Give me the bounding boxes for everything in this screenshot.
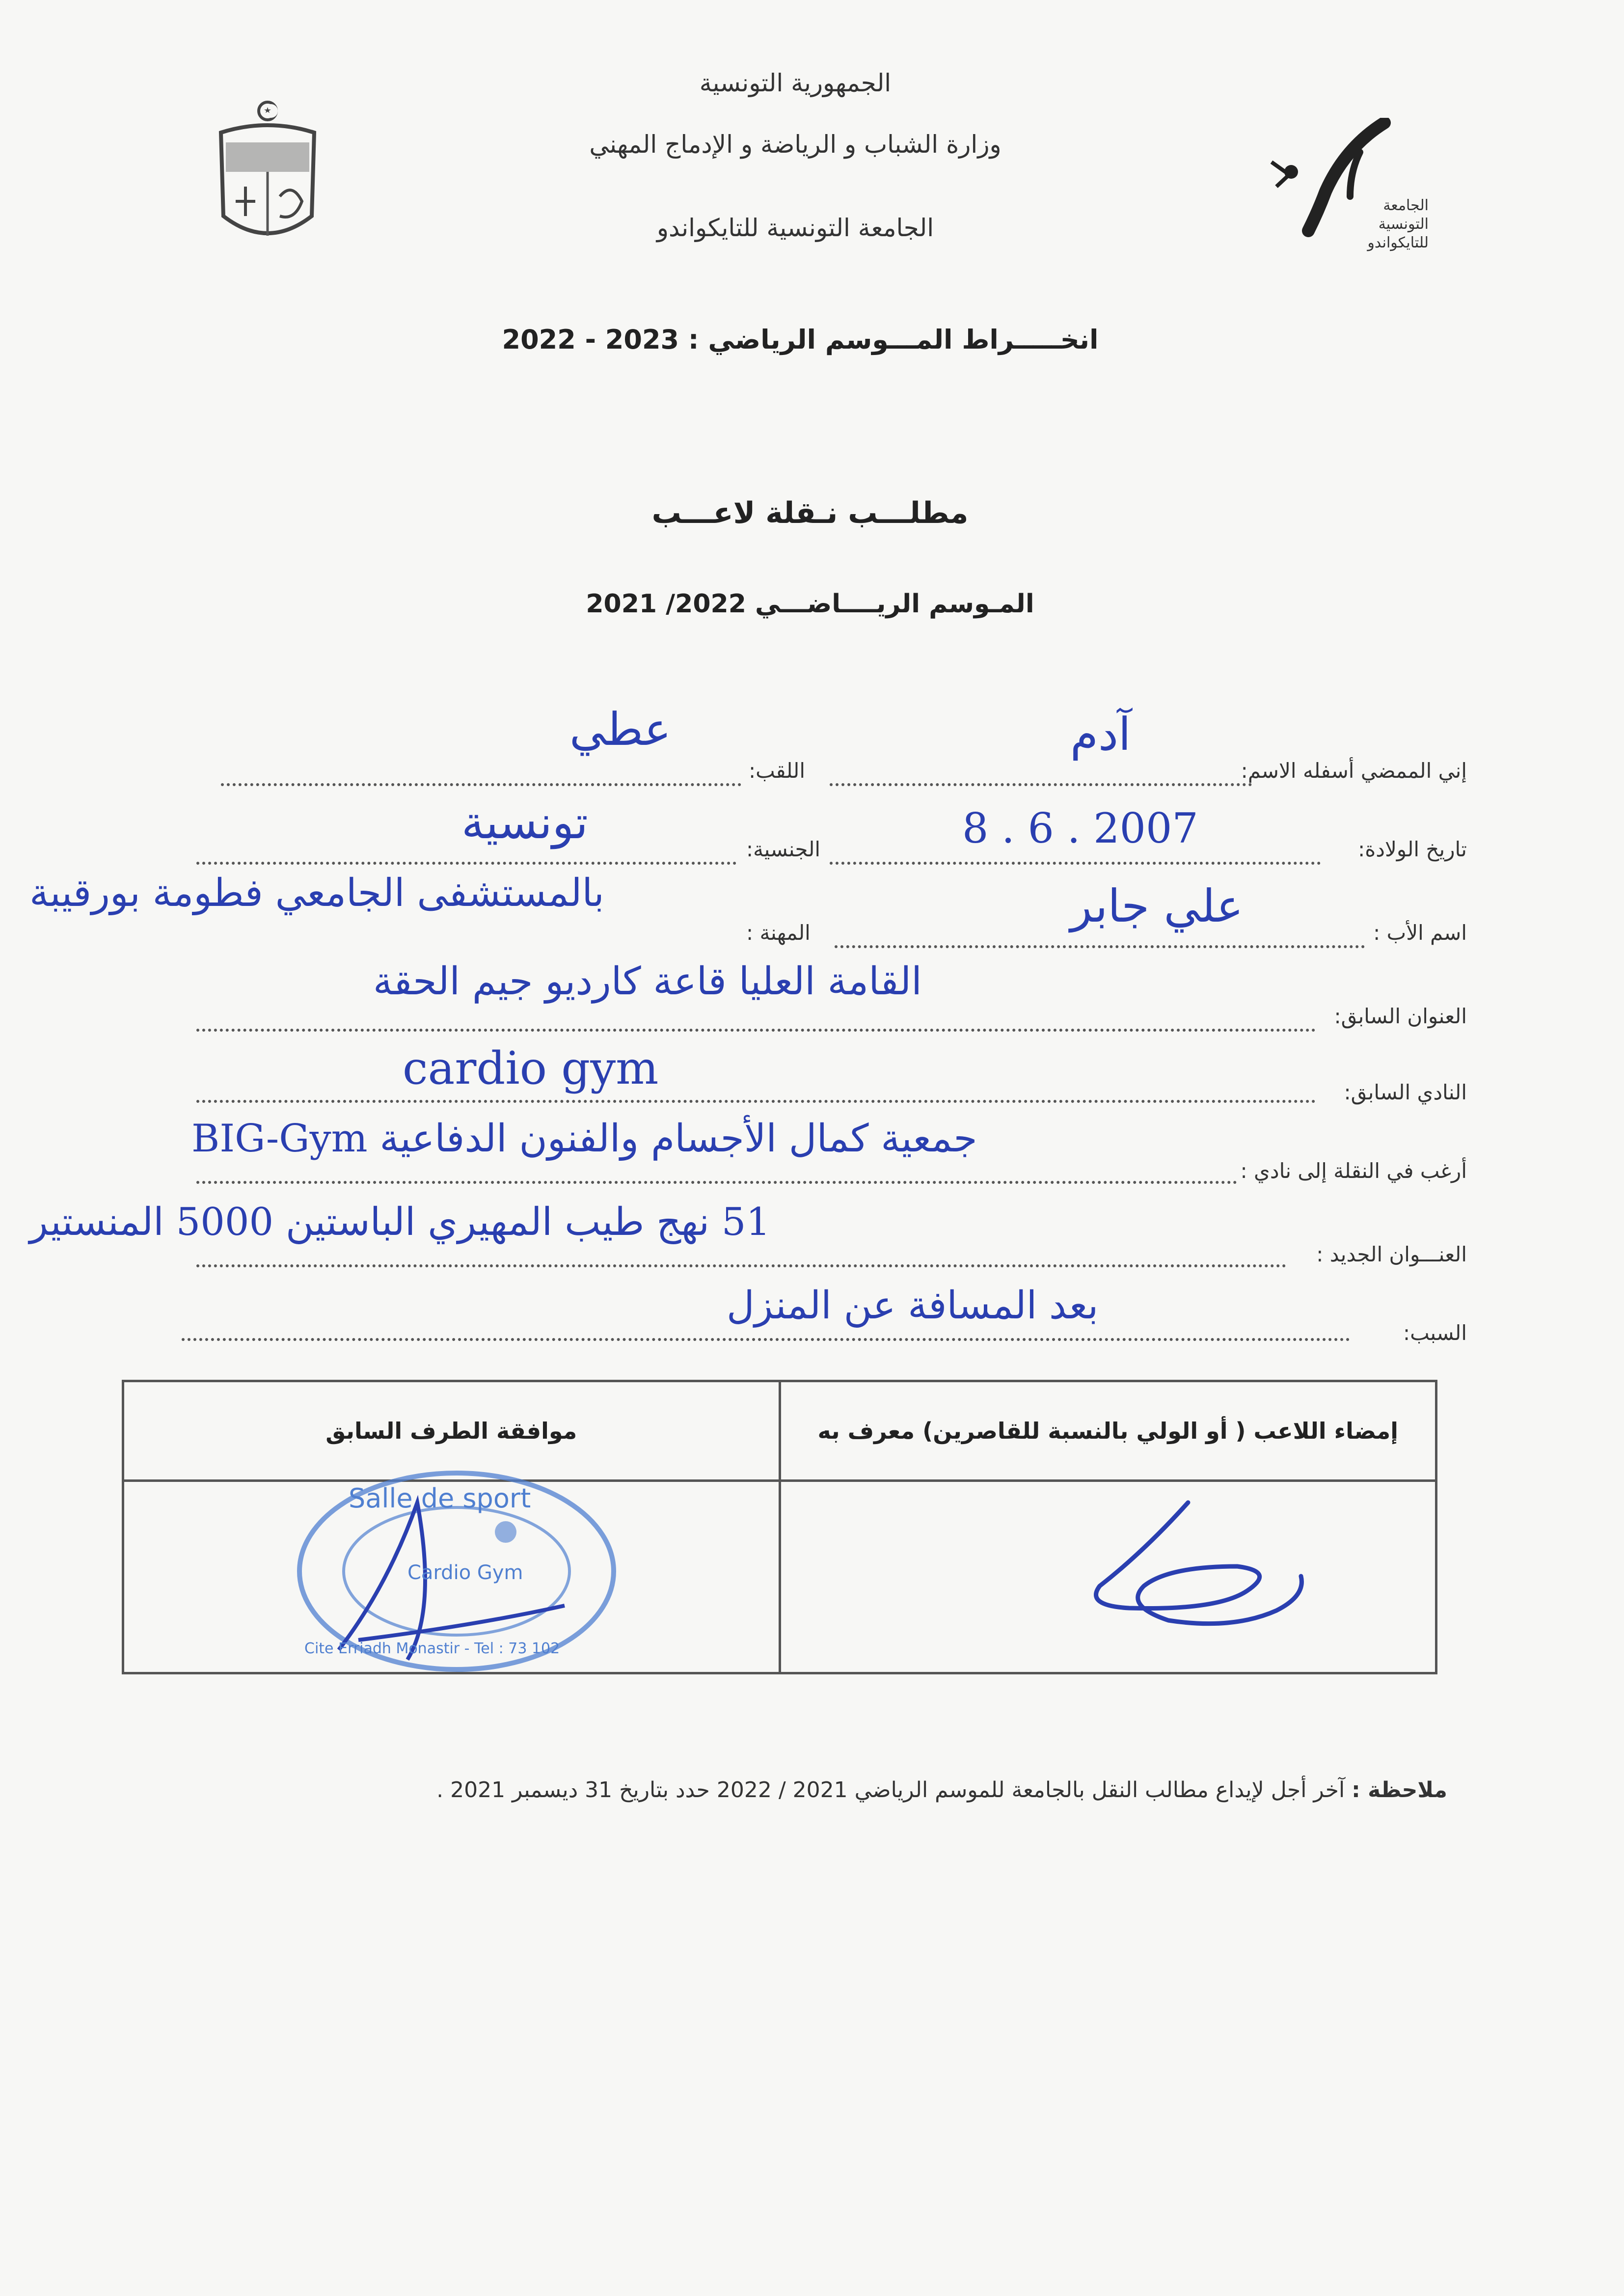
membership-season-line: [481, 324, 1119, 355]
name-dotline: [830, 783, 1252, 786]
tunisia-emblem-icon: [206, 98, 329, 255]
federation-title: الجامعة التونسية للتايكواندو: [656, 214, 934, 242]
reason-value: بعد المسافة عن المنزل: [727, 1284, 1099, 1328]
prev-club-dotline: [196, 1100, 1316, 1103]
note-label: ملاحظة :: [1352, 1777, 1447, 1803]
document-season: [491, 589, 1129, 619]
federation-logo-text: الجامعة التونسية للتايكواندو: [1367, 197, 1429, 251]
prev-address-value: القامة العليا قاعة كارديو جيم الحقة: [373, 959, 922, 1004]
membership-season-years: 2022 - 2023: [502, 324, 679, 355]
player-signature-icon: [1070, 1493, 1326, 1640]
nationality-label: الجنسية:: [746, 837, 821, 861]
dob-dotline: [830, 862, 1321, 865]
prev-address-dotline: [196, 1029, 1316, 1032]
player-signature-header: إمضاء اللاعب ( أو الولي بالنسبة للقاصرين) معرف به: [780, 1381, 1436, 1481]
surname-label: اللقب:: [749, 759, 806, 783]
note-line: [171, 1777, 1447, 1803]
name-label: إني الممضي أسفله الاسم:: [1241, 759, 1467, 783]
previous-party-approval-header: موافقة الطرف السابق: [123, 1381, 780, 1481]
stamp-middle-text: Cardio Gym: [407, 1561, 523, 1584]
new-club-value: جمعية كمال الأجسام والفنون الدفاعية BIG-Gym: [191, 1117, 977, 1161]
membership-season-label: انخـــــراط المـــوسم الرياضي :: [688, 324, 1099, 355]
reason-dotline: [182, 1338, 1350, 1341]
profession-value: بالمستشفى الجامعي فطومة بورقيبة: [29, 871, 604, 915]
republic-title: الجمهورية التونسية: [699, 69, 892, 97]
prev-club-value: cardio gym: [403, 1042, 659, 1094]
dob-value: 8 . 6 . 2007: [962, 804, 1198, 852]
prev-address-label: العنوان السابق:: [1334, 1004, 1467, 1028]
father-label: اسم الأب :: [1373, 921, 1467, 945]
name-value: آدم: [1070, 708, 1131, 761]
document-title: مطلـــب نـقلة لاعـــب: [651, 496, 969, 530]
new-address-label: العنـــوان الجديد :: [1316, 1242, 1467, 1266]
surname-dotline: [221, 783, 741, 786]
new-club-dotline: [196, 1181, 1237, 1184]
father-dotline: [835, 945, 1365, 948]
document-season-label: المـوسم الريــــاضـــي: [755, 589, 1034, 619]
dob-label: تاريخ الولادة:: [1358, 837, 1467, 861]
nationality-value: تونسية: [461, 796, 588, 849]
ministry-title: وزارة الشباب و الرياضة و الإدماج المهني: [589, 130, 1001, 159]
club-stamp: [290, 1463, 623, 1679]
new-address-value: 51 نهج طيب المهيري الباستين 5000 المنستير: [29, 1200, 771, 1244]
new-address-dotline: [196, 1264, 1286, 1267]
note-text: آخر أجل لإيداع مطالب النقل بالجامعة للموسم الرياضي 2021 / 2022 حدد بتاريخ 31 ديسمبر 2021 .: [436, 1777, 1345, 1803]
document-season-years: 2021 /2022: [586, 589, 746, 619]
surname-value: عطي: [569, 703, 672, 756]
nationality-dotline: [196, 862, 736, 865]
stamp-top-text: Salle de sport: [349, 1483, 531, 1514]
new-club-label: أرغب في النقلة إلى نادي :: [1240, 1159, 1467, 1183]
stamp-bottom-text: Cite Erriadh Monastir - Tel : 73 102: [304, 1640, 560, 1657]
profession-label: المهنة :: [746, 921, 811, 945]
father-value: علي جابر: [1070, 880, 1244, 932]
reason-label: السبب:: [1403, 1321, 1467, 1345]
prev-club-label: النادي السابق:: [1344, 1080, 1467, 1104]
